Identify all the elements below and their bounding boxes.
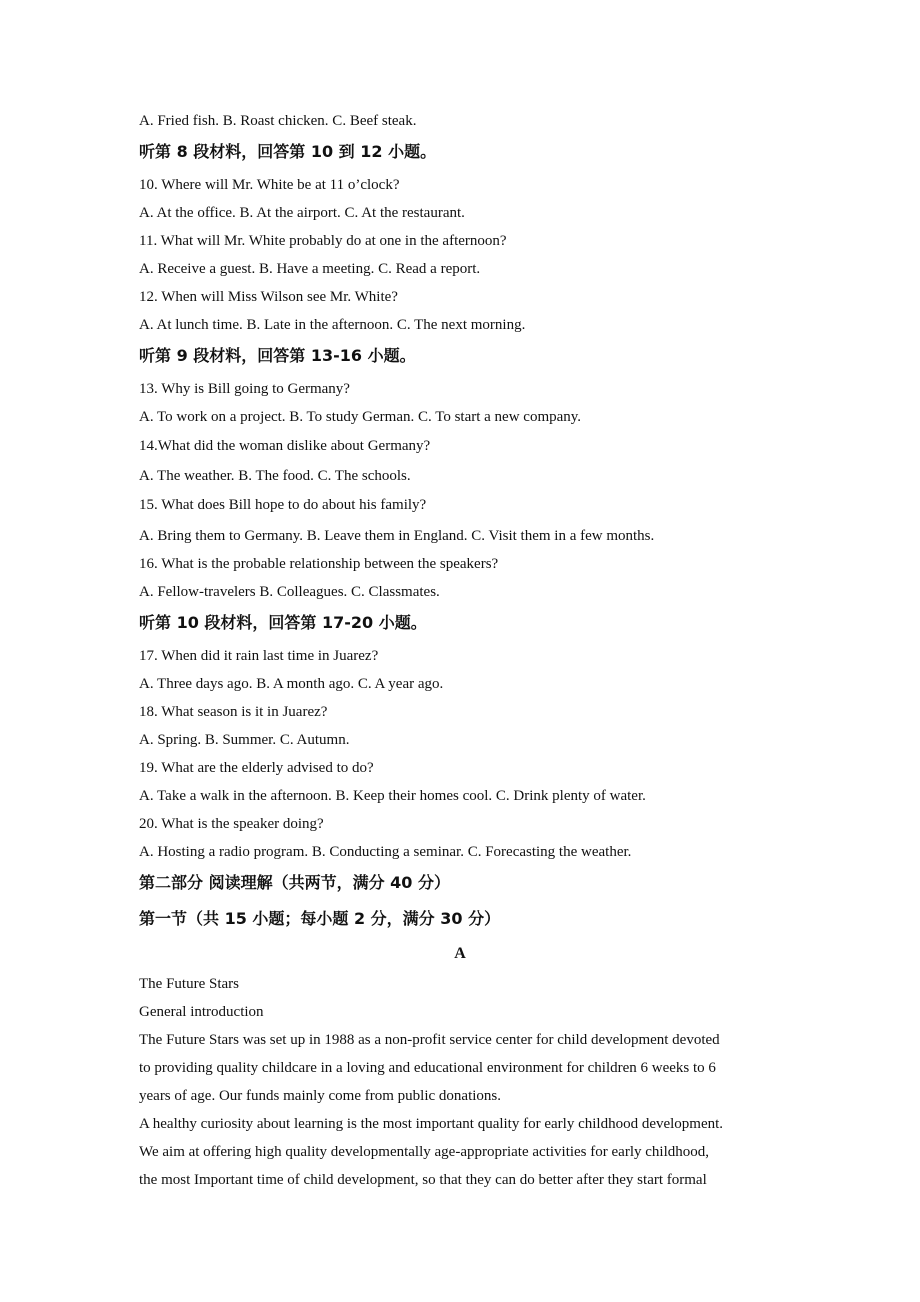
question-14: 14.What did the woman dislike about Germany? [139, 438, 431, 454]
answer-options-13: A. To work on a project. B. To study German. C. To start a new company. [139, 409, 582, 425]
question-15: 15. What does Bill hope to do about his family? [139, 497, 427, 513]
passage-subtitle: General introduction [139, 1004, 264, 1020]
answer-options-18: A. Spring. B. Summer. C. Autumn. [139, 732, 350, 748]
passage-title: The Future Stars [139, 976, 239, 992]
paragraph-2-line-2: We aim at offering high quality developmentally age-appropriate activities for early childhood, [139, 1144, 709, 1160]
answer-options-14: A. The weather. B. The food. C. The schools. [139, 468, 411, 484]
section-heading-10: 听第 10 段材料，回答第 17-20 小题。 [139, 613, 427, 632]
question-13: 13. Why is Bill going to Germany? [139, 381, 350, 397]
passage-label: A [454, 945, 466, 962]
section-heading-8: 听第 8 段材料，回答第 10 到 12 小题。 [139, 142, 437, 161]
question-11: 11. What will Mr. White probably do at one in the afternoon? [139, 233, 507, 249]
paragraph-1-line-2: to providing quality childcare in a loving and educational environment for children 6 weeks to 6 [139, 1060, 716, 1076]
section-heading-9: 听第 9 段材料，回答第 13-16 小题。 [139, 346, 416, 365]
answer-options-10: A. At the office. B. At the airport. C. At the restaurant. [139, 205, 465, 221]
question-20: 20. What is the speaker doing? [139, 816, 324, 832]
question-17: 17. When did it rain last time in Juarez? [139, 648, 379, 664]
answer-options-19: A. Take a walk in the afternoon. B. Keep their homes cool. C. Drink plenty of water. [139, 788, 646, 804]
paragraph-1-line-1: The Future Stars was set up in 1988 as a non-profit service center for child development devoted [139, 1032, 720, 1048]
section-heading-reading-1: 第一节（共 15 小题；每小题 2 分，满分 30 分） [139, 909, 501, 928]
paragraph-2-line-3: the most Important time of child development, so that they can do better after they start formal [139, 1172, 707, 1188]
paragraph-2-line-1: A healthy curiosity about learning is the most important quality for early childhood development. [139, 1116, 724, 1132]
question-10: 10. Where will Mr. White be at 11 o’clock? [139, 177, 400, 193]
answer-options-12: A. At lunch time. B. Late in the afternoon. C. The next morning. [139, 317, 526, 333]
question-16: 16. What is the probable relationship between the speakers? [139, 556, 499, 572]
answer-options-20: A. Hosting a radio program. B. Conducting a seminar. C. Forecasting the weather. [139, 844, 632, 860]
question-19: 19. What are the elderly advised to do? [139, 760, 374, 776]
question-18: 18. What season is it in Juarez? [139, 704, 328, 720]
answer-options-11: A. Receive a guest. B. Have a meeting. C. Read a report. [139, 261, 481, 277]
question-12: 12. When will Miss Wilson see Mr. White? [139, 289, 398, 305]
answer-options-9: A. Fried fish. B. Roast chicken. C. Beef steak. [139, 113, 417, 129]
paragraph-1-line-3: years of age. Our funds mainly come from public donations. [139, 1088, 501, 1104]
part-heading-reading: 第二部分 阅读理解（共两节，满分 40 分） [139, 873, 450, 892]
answer-options-15: A. Bring them to Germany. B. Leave them in England. C. Visit them in a few months. [139, 528, 655, 544]
answer-options-17: A. Three days ago. B. A month ago. C. A year ago. [139, 676, 444, 692]
answer-options-16: A. Fellow-travelers B. Colleagues. C. Classmates. [139, 584, 440, 600]
